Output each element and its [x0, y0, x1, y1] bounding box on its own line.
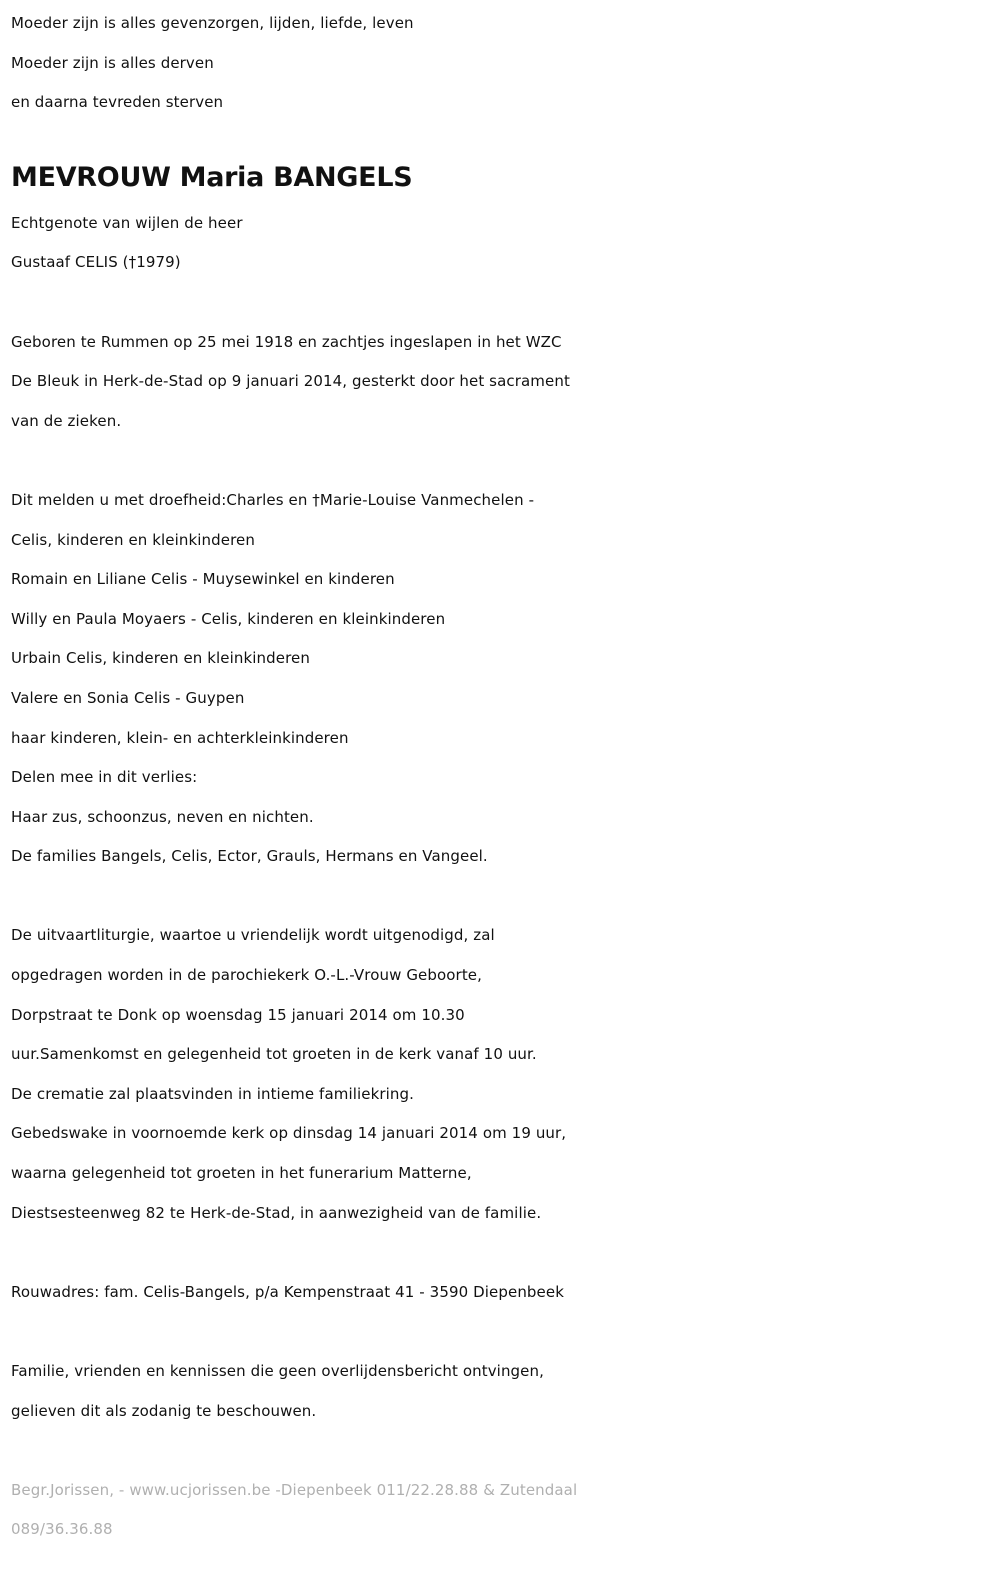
family-line: Urbain Celis, kinderen en kleinkinderen: [11, 649, 310, 668]
funeral-line: Gebedswake in voornoemde kerk op dinsdag 14 januari 2014 om 19 uur,: [11, 1124, 567, 1143]
poem: [11, 4, 991, 123]
family-line: Willy en Paula Moyaers - Celis, kinderen en kleinkinderen: [11, 609, 446, 628]
family-line: Delen mee in dit verlies:: [11, 768, 198, 787]
spouse-line: Echtgenote van wijlen de heer: [11, 213, 243, 232]
funeral-line: De uitvaartliturgie, waartoe u vriendelijk wordt uitgenodigd, zal: [11, 926, 495, 945]
family-section: [11, 481, 991, 877]
family-line: Romain en Liliane Celis - Muysewinkel en kinderen: [11, 570, 395, 589]
funeral-line: Diestsesteenweg 82 te Herk-de-Stad, in aanwezigheid van de familie.: [11, 1203, 542, 1222]
funeral-line: De crematie zal plaatsvinden in intieme familiekring.: [11, 1084, 414, 1103]
funeral-line: opgedragen worden in de parochiekerk O.-L.-Vrouw Geboorte,: [11, 966, 482, 985]
obituary-notice: [11, 4, 991, 1550]
spacer: [11, 1233, 991, 1273]
spouse-section: [11, 204, 991, 283]
poem-line: en daarna tevreden sterven: [11, 93, 224, 112]
family-line: De families Bangels, Celis, Ector, Grauls, Hermans en Vangeel.: [11, 847, 488, 866]
funeral-line: Dorpstraat te Donk op woensdag 15 januari 2014 om 10.30: [11, 1005, 465, 1024]
mourning-address: Rouwadres: fam. Celis-Bangels, p/a Kempenstraat 41 - 3590 Diepenbeek: [11, 1282, 564, 1301]
birth-death-section: [11, 323, 991, 442]
funeral-home-footer: [11, 1471, 991, 1550]
deceased-name: MEVROUW Maria BANGELS: [11, 161, 413, 193]
birth-death-line: Geboren te Rummen op 25 mei 1918 en zachtjes ingeslapen in het WZC: [11, 332, 562, 351]
funeral-line: waarna gelegenheid tot groeten in het funerarium Matterne,: [11, 1164, 472, 1183]
birth-death-line: De Bleuk in Herk-de-Stad op 9 januari 2014, gesterkt door het sacrament: [11, 372, 570, 391]
poem-line: Moeder zijn is alles derven: [11, 53, 214, 72]
spacer: [11, 441, 991, 481]
family-line: Dit melden u met droefheid:Charles en †Marie-Louise Vanmechelen -: [11, 490, 535, 509]
footer-line: Begr.Jorissen, - www.ucjorissen.be -Diepenbeek 011/22.28.88 & Zutendaal: [11, 1480, 578, 1499]
spacer: [11, 283, 991, 323]
family-line: Celis, kinderen en kleinkinderen: [11, 530, 255, 549]
notice-line: Familie, vrienden en kennissen die geen overlijdensbericht ontvingen,: [11, 1362, 544, 1380]
spouse-line: Gustaaf CELIS (†1979): [11, 253, 181, 272]
funeral-section: [11, 916, 991, 1233]
family-line: haar kinderen, klein- en achterkleinkinderen: [11, 728, 349, 747]
notice-line: gelieven dit als zodanig te beschouwen.: [11, 1401, 317, 1420]
family-line: Valere en Sonia Celis - Guypen: [11, 688, 245, 707]
spacer: [11, 877, 991, 917]
notice-section: [11, 1352, 991, 1431]
poem-line: Moeder zijn is alles gevenzorgen, lijden, liefde, leven: [11, 14, 414, 32]
footer-line: 089/36.36.88: [11, 1520, 113, 1539]
birth-death-line: van de zieken.: [11, 411, 122, 430]
spacer: [11, 123, 991, 154]
family-line: Haar zus, schoonzus, neven en nichten.: [11, 807, 314, 826]
funeral-line: uur.Samenkomst en gelegenheid tot groeten in de kerk vanaf 10 uur.: [11, 1045, 537, 1064]
spacer: [11, 1312, 991, 1352]
spacer: [11, 1431, 991, 1471]
